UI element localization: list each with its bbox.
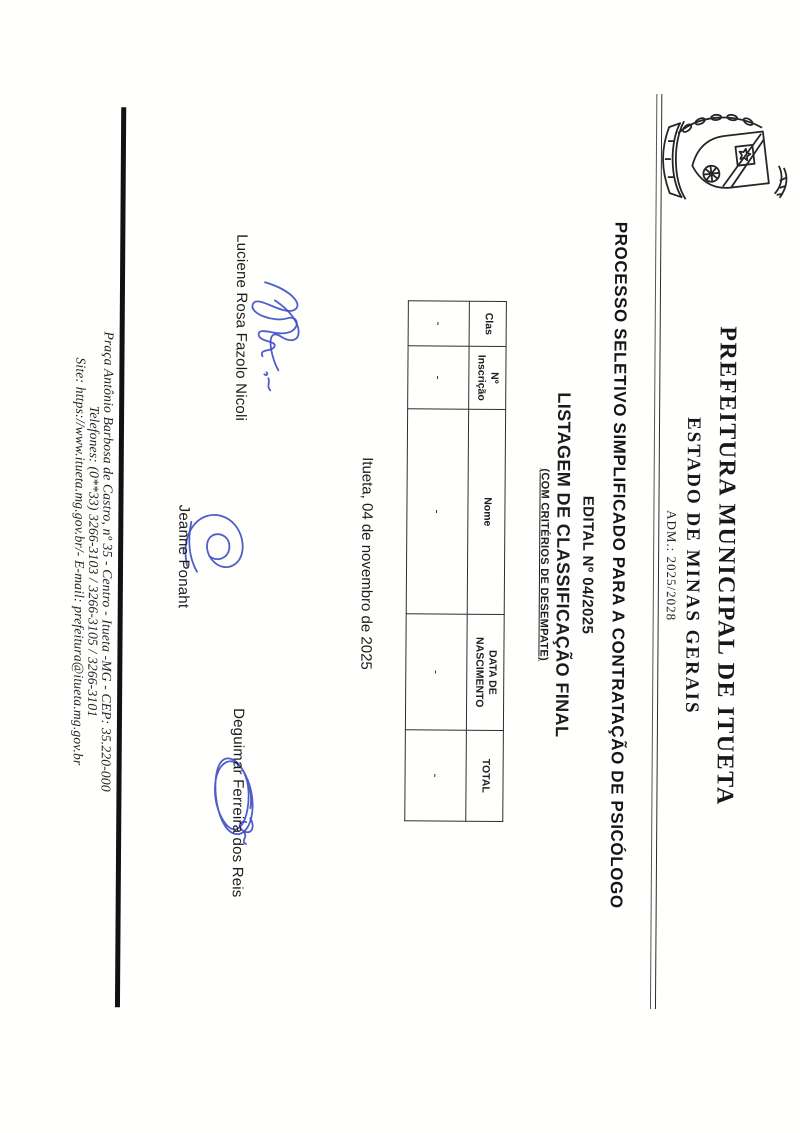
cell-nascimento: - (405, 614, 467, 730)
cell-nome: - (406, 409, 468, 614)
header-state: ESTADO DE MINAS GERAIS (681, 416, 705, 715)
date-line: Itueta, 04 de novembro de 2025 (357, 457, 376, 670)
listing-title: LISTAGEM DE CLASSIFICAÇÃO FINAL (551, 392, 575, 738)
signature-name-right: Deguimar Ferreira dos Reis (228, 708, 248, 898)
footer-address-line: Praça Antônio Barbosa de Castro, nº 35 - Centro - Itueta -MG - CEP: 35.220-000 (98, 331, 117, 792)
page-title: PROCESSO SELETIVO SIMPLIFICADO PARA A CONTRATAÇÃO DE PSICÓLOGO (606, 221, 631, 909)
column-header-total: TOTAL (466, 730, 504, 821)
column-header-nome: Nome (467, 409, 505, 614)
cell-clas: - (408, 301, 469, 346)
cell-total: - (405, 730, 467, 821)
signature-ink-left (242, 276, 311, 392)
column-header-inscricao: Nº Inscrição (469, 346, 506, 409)
signature-name-center: Jeanne Ponaht (174, 504, 193, 609)
column-header-clas: Clas (469, 301, 506, 346)
footer-web-line: Site: https://www.itueta.mg.gov.br/- E-mail: prefeitura@itueta.mg.gov.br (70, 357, 89, 766)
header-adm: ADM.: 2025/2028 (663, 510, 680, 622)
footer-phones-line: Telefones: (0**33) 3266-3103 / 3266-3105 / 3266-3101 (84, 405, 103, 718)
classification-table (404, 300, 507, 822)
signature-name-left: Luciene Rosa Fazolo Nicoli (232, 234, 251, 422)
cell-inscricao: - (408, 346, 469, 409)
column-header-nascimento: DATA DE NASCIMENTO (466, 614, 504, 730)
listing-subtitle: (COM CRITÉRIOS DE DESEMPATE) (537, 468, 551, 662)
table-data-row (405, 301, 470, 821)
table-header-row (466, 301, 507, 821)
edital-number: EDITAL Nº 04/2025 (578, 495, 597, 635)
header-municipality: PREFEITURA MUNICIPAL DE ITUETA (711, 326, 741, 806)
